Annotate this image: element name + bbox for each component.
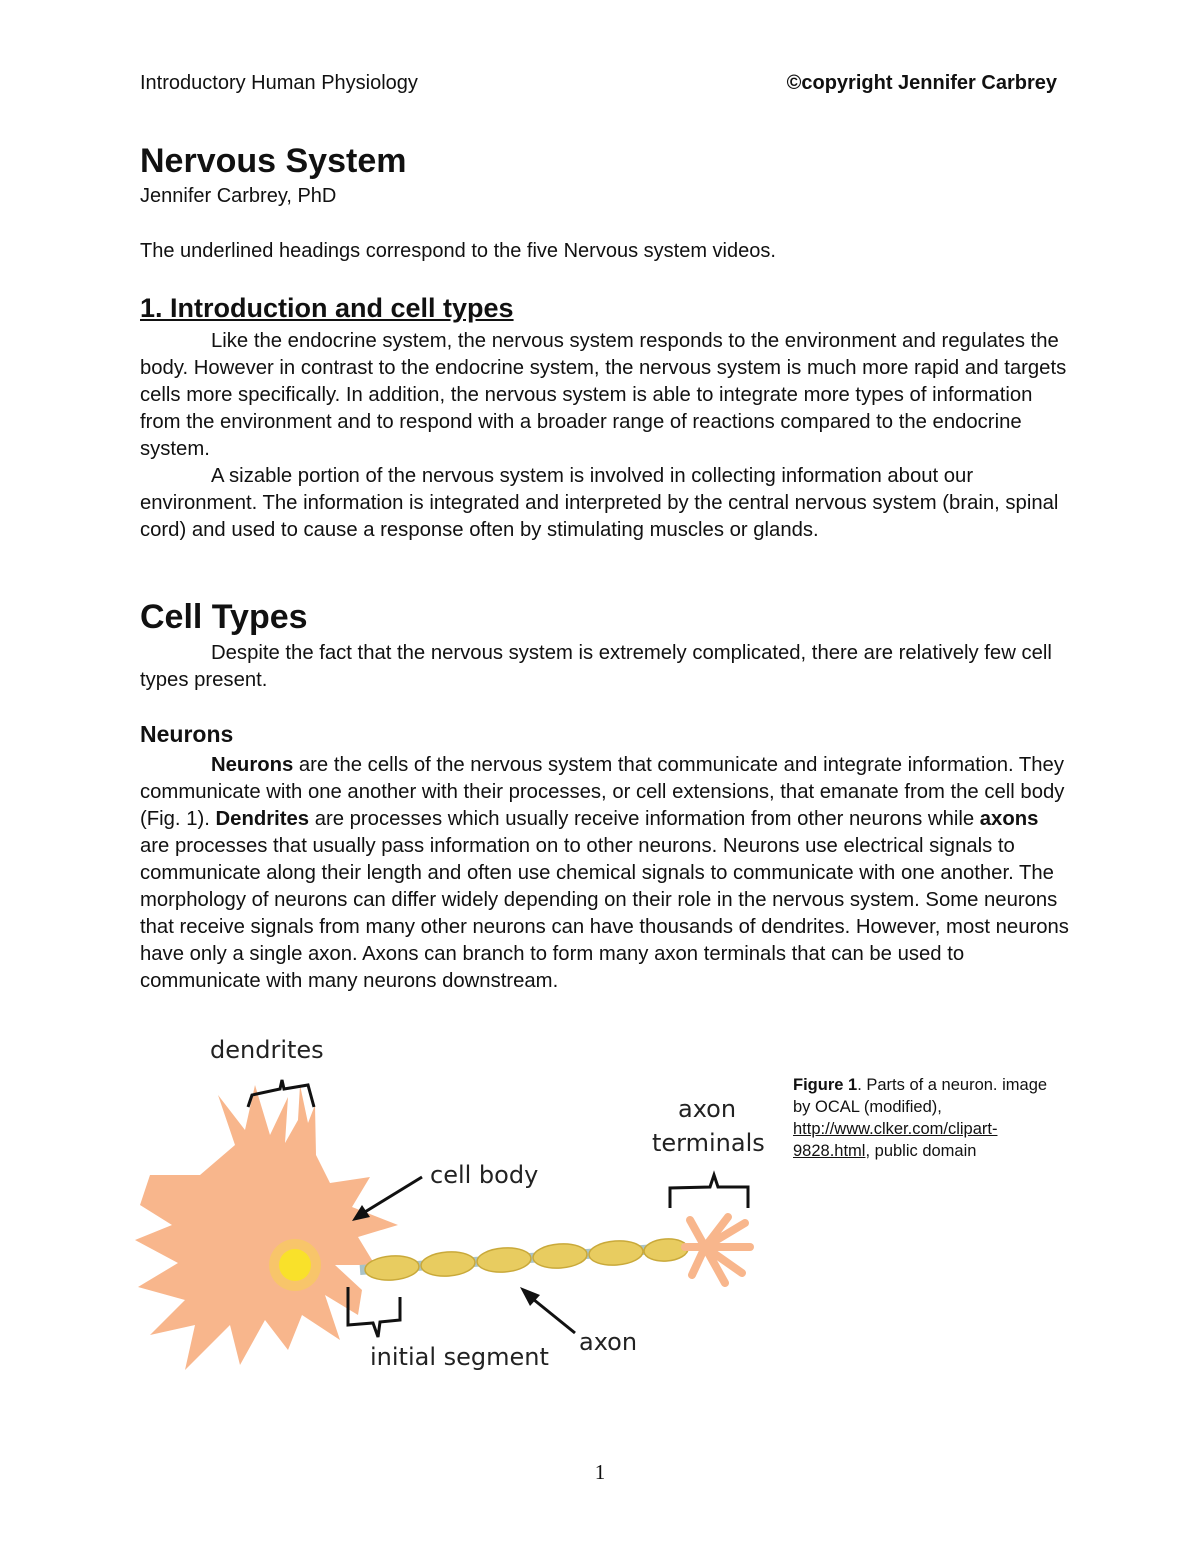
label-dendrites: dendrites — [210, 1036, 324, 1064]
terminals-bracket — [670, 1175, 748, 1208]
neurons-text-1: are the cells of the nervous system that communicate and integrate information. They communicate with one another with their processes, or cell extensions, that emanate from the cell body (Fig. 1). — [140, 754, 1065, 830]
section-heading-introduction: 1. Introduction and cell types — [140, 293, 514, 323]
intro-sentence: The underlined headings correspond to the five Nervous system videos. — [140, 240, 776, 262]
neurons-text-3: are processes that usually pass information on to other neurons. Neurons use electrical signals to communicate along their length and often use chemical signals to communicate with one another. The morphology of neurons can differ widely depending on their role in the nervous system. Some neurons that receive signals from many other neurons can have thousands of dendrites. However, most neurons have only a single axon. Axons can branch to form many axon terminals that can be used to communicate with many neurons downstream. — [140, 835, 1069, 992]
page-number: 1 — [594, 1460, 606, 1484]
axon-arrow — [528, 1295, 575, 1333]
caption-label: Figure 1 — [793, 1076, 858, 1094]
section-heading-cell-types: Cell Types — [140, 598, 308, 636]
neurons-text-2: are processes which usually receive information from other neurons while — [309, 808, 980, 830]
neuron-cell-body — [135, 1085, 398, 1370]
neuron-axon — [360, 1237, 689, 1281]
term-dendrites: Dendrites — [215, 808, 310, 830]
subheading-neurons: Neurons — [140, 721, 234, 747]
section1-paragraph: A sizable portion of the nervous system is involved in collecting information about our environment. The information is integrated and interpreted by the central nervous system (brain, spinal cord) and used to cause a response often by stimulating muscles or glands. — [140, 465, 1059, 541]
section1-paragraph: Like the endocrine system, the nervous system responds to the environment and regulates the body. However in contrast to the endocrine system, the nervous system is much more rapid and targets cells more specifically. In addition, the nervous system is able to integrate more types of information from the environment and to respond with a broader range of reactions compared to the endocrine system. — [140, 330, 1067, 460]
header-course: Introductory Human Physiology — [140, 72, 418, 94]
neurons-paragraph — [140, 752, 1070, 995]
header-copyright: ©copyright Jennifer Carbrey — [786, 72, 1057, 94]
cell-types-paragraph: Despite the fact that the nervous system is extremely complicated, there are relatively few cell types present. — [140, 642, 1052, 691]
label-axon: axon — [579, 1328, 638, 1356]
neurons-body — [140, 752, 1070, 995]
author-line: Jennifer Carbrey, PhD — [140, 185, 337, 207]
cell-types-body — [140, 640, 1070, 694]
axon-terminals — [685, 1217, 750, 1283]
term-axons: axons — [979, 808, 1039, 830]
section1-body — [140, 328, 1070, 544]
figure-caption — [793, 1074, 1063, 1162]
label-initial-segment: initial segment — [370, 1343, 549, 1371]
page-title: Nervous System — [140, 142, 407, 180]
term-neurons: Neurons — [211, 754, 294, 776]
label-cell-body: cell body — [430, 1161, 539, 1189]
neuron-figure — [130, 1025, 780, 1395]
label-axon-terminals-line1: axon — [678, 1095, 737, 1123]
caption-link[interactable]: http://www.clker.com/clipart-9828.html — [793, 1120, 998, 1160]
cell-body-arrow — [360, 1177, 422, 1215]
caption-tail: , public domain — [865, 1142, 977, 1160]
caption-text: . Parts of a neuron. image by OCAL (modified), — [793, 1076, 1048, 1116]
label-axon-terminals-line2: terminals — [652, 1129, 765, 1157]
